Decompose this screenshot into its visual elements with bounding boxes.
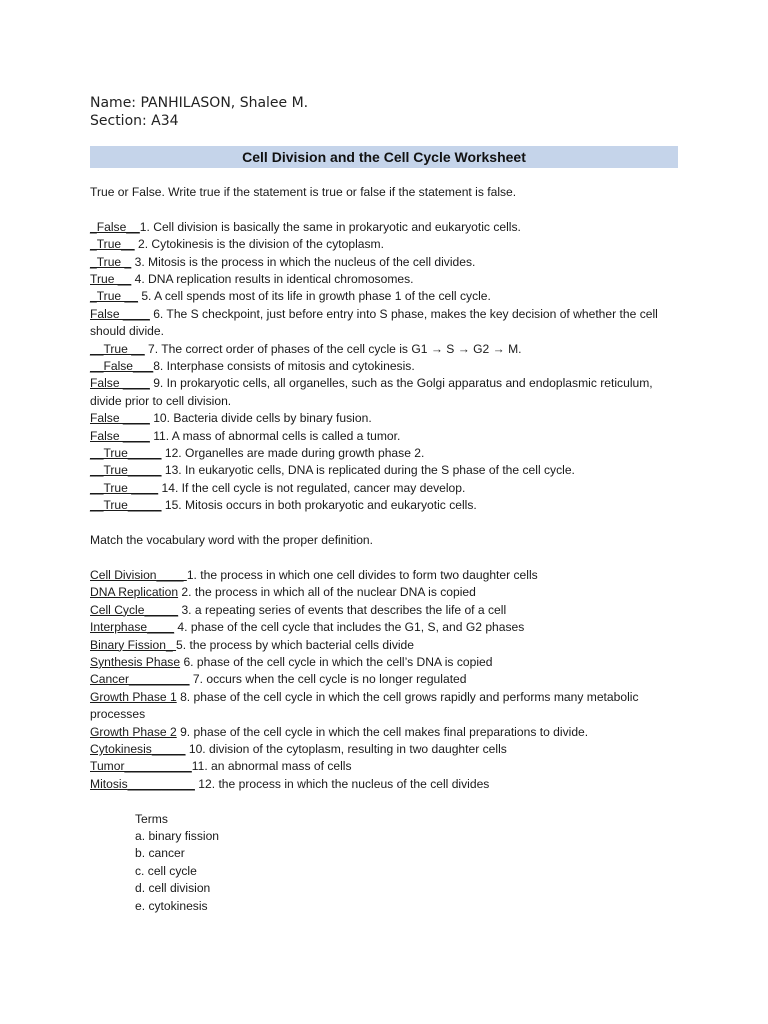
tf-item bbox=[90, 288, 680, 305]
match-term: Cancer bbox=[90, 672, 129, 687]
tf-item bbox=[90, 428, 680, 445]
match-term: Cell Cycle bbox=[90, 602, 145, 617]
tf-item bbox=[90, 306, 680, 341]
tf-answer: __True_____ bbox=[90, 498, 162, 513]
match-item bbox=[90, 776, 680, 793]
tf-answer: _True __ bbox=[90, 289, 138, 304]
match-term: Synthesis Phase bbox=[90, 654, 181, 669]
match-definition: 4. phase of the cell cycle that includes the G1, S, and G2 phases bbox=[174, 620, 525, 635]
match-blank: ____ bbox=[147, 620, 175, 635]
match-blank: __________ bbox=[127, 776, 195, 791]
match-answer bbox=[90, 690, 177, 704]
tf-answer: __True_____ bbox=[90, 463, 162, 478]
tf-item bbox=[90, 219, 680, 236]
tf-statement: 7. The correct order of phases of the cell cycle is G1 → S → G2 → M. bbox=[144, 341, 522, 356]
worksheet-title: Cell Division and the Cell Cycle Worksheet bbox=[242, 149, 526, 165]
match-definition: 5. the process by which bacterial cells divide bbox=[176, 637, 415, 652]
match-definition: 2. the process in which all of the nuclear DNA is copied bbox=[178, 585, 476, 600]
match-answer bbox=[90, 585, 178, 599]
match-item bbox=[90, 689, 680, 724]
match-item bbox=[90, 724, 680, 741]
match-term: Cytokinesis bbox=[90, 741, 152, 756]
term-item: d. cell division bbox=[135, 881, 211, 896]
tf-answer: False ____ bbox=[90, 428, 150, 443]
match-term: Growth Phase 1 bbox=[90, 689, 177, 704]
match-definition: 12. the process in which the nucleus of the cell divides bbox=[194, 776, 490, 791]
match-blank: _ bbox=[165, 637, 177, 652]
tf-answer: False ____ bbox=[90, 376, 150, 391]
matching-list bbox=[90, 567, 680, 793]
tf-statement: 13. In eukaryotic cells, DNA is replicated during the S phase of the cell cycle. bbox=[161, 463, 575, 478]
match-definition: 9. phase of the cell cycle in which the cell makes final preparations to divide. bbox=[176, 724, 589, 739]
term-item: e. cytokinesis bbox=[135, 898, 208, 913]
match-blank: _____ bbox=[144, 602, 179, 617]
tf-instructions: True or False. Write true if the statement is true or false if the statement is false. bbox=[90, 185, 517, 199]
tf-statement: 1. Cell division is basically the same in prokaryotic and eukaryotic cells. bbox=[139, 219, 521, 234]
tf-item bbox=[90, 462, 680, 479]
tf-answer: __True_____ bbox=[90, 446, 162, 461]
tf-item bbox=[90, 236, 680, 253]
tf-item bbox=[90, 271, 680, 288]
match-definition: 10. division of the cytoplasm, resulting in two daughter cells bbox=[185, 741, 507, 756]
tf-item bbox=[90, 375, 680, 410]
match-item bbox=[90, 637, 680, 654]
tf-statement: 12. Organelles are made during growth phase 2. bbox=[161, 446, 425, 461]
tf-statement: 10. Bacteria divide cells by binary fusion. bbox=[149, 411, 372, 426]
match-answer bbox=[90, 603, 178, 617]
match-item bbox=[90, 619, 680, 636]
tf-answer: False ____ bbox=[90, 411, 150, 426]
match-blank: __________ bbox=[124, 759, 192, 774]
true-false-list bbox=[90, 219, 680, 515]
tf-answer: __True __ bbox=[90, 341, 145, 356]
student-section: Section: A34 bbox=[90, 113, 179, 129]
tf-item bbox=[90, 341, 680, 358]
match-answer bbox=[90, 759, 192, 773]
match-item bbox=[90, 758, 680, 775]
match-instructions: Match the vocabulary word with the proper definition. bbox=[90, 533, 374, 548]
tf-answer: True __ bbox=[90, 272, 132, 287]
match-term: Growth Phase 2 bbox=[90, 724, 177, 739]
match-item bbox=[90, 741, 680, 758]
worksheet-title-bar bbox=[90, 146, 678, 168]
match-term: Tumor bbox=[90, 759, 125, 774]
tf-answer: __True ____ bbox=[90, 480, 159, 495]
terms-box bbox=[90, 811, 680, 915]
terms-heading: Terms bbox=[135, 811, 168, 826]
tf-statement: 2. Cytokinesis is the division of the cytoplasm. bbox=[134, 237, 384, 252]
match-term: Cell Division bbox=[90, 567, 157, 582]
tf-statement: 3. Mitosis is the process in which the nucleus of the cell divides. bbox=[131, 254, 476, 269]
match-term: Interphase bbox=[90, 620, 148, 635]
tf-statement: 15. Mitosis occurs in both prokaryotic and eukaryotic cells. bbox=[161, 498, 477, 513]
match-term: Mitosis bbox=[90, 776, 128, 791]
match-answer bbox=[90, 742, 185, 756]
tf-answer: False ____ bbox=[90, 306, 150, 321]
match-definition: 11. an abnormal mass of cells bbox=[191, 759, 352, 774]
match-answer bbox=[90, 655, 180, 669]
match-item bbox=[90, 671, 680, 688]
match-answer bbox=[90, 725, 177, 739]
tf-answer: _False__ bbox=[90, 219, 140, 234]
match-item bbox=[90, 567, 680, 584]
tf-statement: 9. In prokaryotic cells, all organelles, such as the Golgi apparatus and endoplasmic reticulum, divide prior to cell division. bbox=[90, 376, 653, 408]
match-definition: 8. phase of the cell cycle in which the cell grows rapidly and performs many metabolic processes bbox=[90, 689, 639, 722]
term-item: c. cell cycle bbox=[135, 863, 197, 878]
match-answer bbox=[90, 620, 174, 634]
tf-statement: 5. A cell spends most of its life in growth phase 1 of the cell cycle. bbox=[137, 289, 491, 304]
match-definition: 3. a repeating series of events that describes the life of a cell bbox=[178, 602, 507, 617]
match-blank: ____ bbox=[156, 567, 187, 582]
student-info bbox=[90, 94, 308, 130]
match-answer bbox=[90, 638, 176, 652]
tf-item bbox=[90, 497, 680, 514]
match-item bbox=[90, 654, 680, 671]
tf-statement: 11. A mass of abnormal cells is called a tumor. bbox=[149, 428, 401, 443]
match-blank: _________ bbox=[129, 672, 190, 687]
tf-item bbox=[90, 358, 680, 375]
tf-item bbox=[90, 480, 680, 497]
worksheet-body bbox=[90, 184, 680, 915]
match-answer bbox=[90, 777, 195, 791]
student-name: Name: PANHILASON, Shalee M. bbox=[90, 95, 309, 111]
match-item bbox=[90, 584, 680, 601]
match-definition: 1. the process in which one cell divides to form two daughter cells bbox=[186, 567, 538, 582]
tf-item bbox=[90, 410, 680, 427]
tf-statement: 4. DNA replication results in identical chromosomes. bbox=[131, 272, 414, 287]
match-item bbox=[90, 602, 680, 619]
match-definition: 7. occurs when the cell cycle is no longer regulated bbox=[189, 672, 467, 687]
tf-statement: 14. If the cell cycle is not regulated, cancer may develop. bbox=[158, 480, 466, 495]
match-term: Binary Fission bbox=[90, 637, 166, 652]
tf-item bbox=[90, 254, 680, 271]
tf-answer: _True__ bbox=[90, 237, 135, 252]
match-term: DNA Replication bbox=[90, 585, 179, 600]
tf-statement: 8. Interphase consists of mitosis and cytokinesis. bbox=[153, 359, 415, 374]
tf-answer: _True _ bbox=[90, 254, 132, 269]
term-item: a. binary fission bbox=[135, 828, 220, 843]
match-answer bbox=[90, 672, 190, 686]
match-blank: _____ bbox=[151, 741, 186, 756]
tf-answer: __False___ bbox=[90, 359, 154, 374]
match-answer bbox=[90, 568, 187, 582]
match-definition: 6. phase of the cell cycle in which the cell’s DNA is copied bbox=[180, 654, 493, 669]
terms-list bbox=[135, 828, 680, 915]
tf-item bbox=[90, 445, 680, 462]
term-item: b. cancer bbox=[135, 846, 185, 861]
tf-statement: 6. The S checkpoint, just before entry into S phase, makes the key decision of whether the cell should divide. bbox=[90, 306, 658, 339]
